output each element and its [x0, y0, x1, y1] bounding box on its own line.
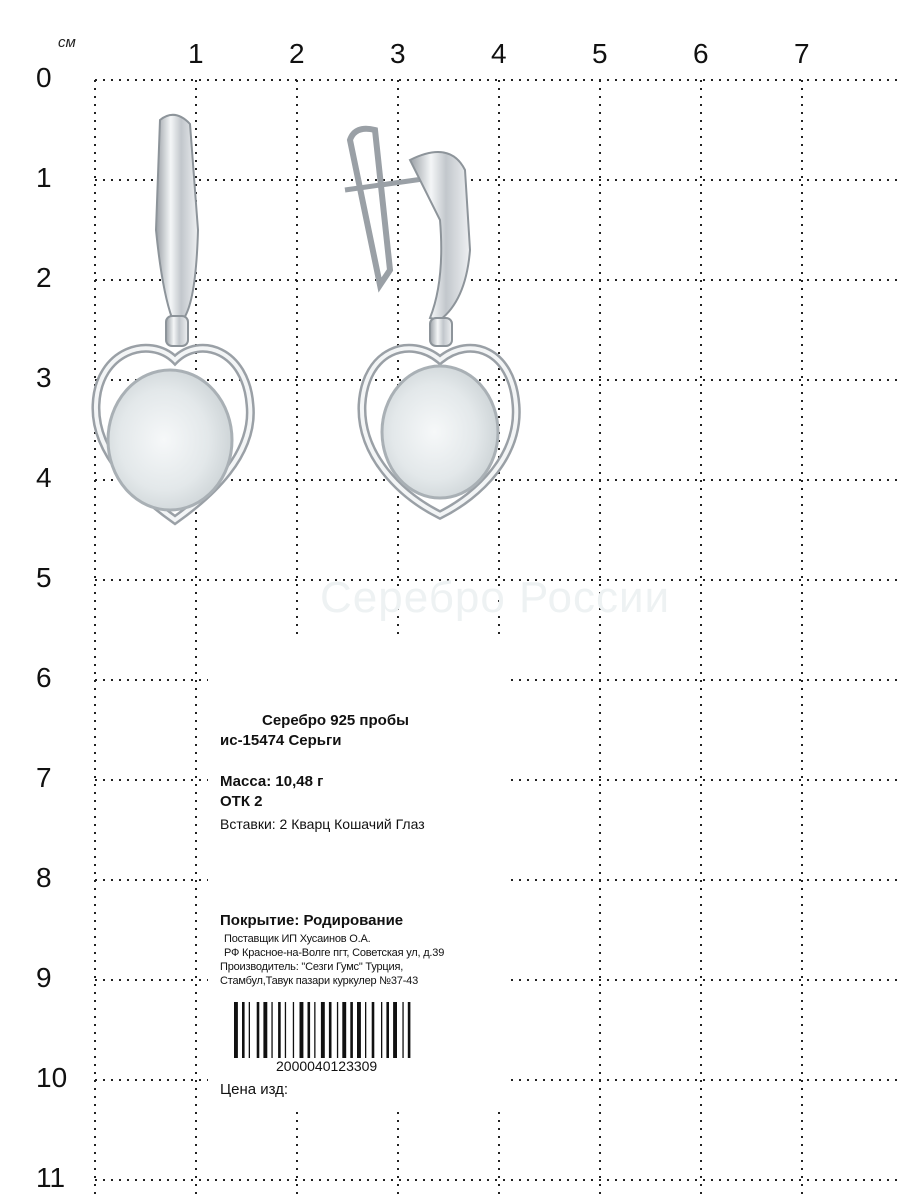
- barcode-bar: [342, 1002, 346, 1058]
- barcode-bar: [365, 1002, 366, 1058]
- x-tick-label: 4: [491, 38, 507, 69]
- left-bail: [166, 316, 188, 346]
- y-tick-label: 7: [36, 762, 52, 793]
- barcode-bar: [300, 1002, 304, 1058]
- y-tick-label: 6: [36, 662, 52, 693]
- tag-price: Цена изд:: [220, 1081, 289, 1098]
- barcode-bar: [242, 1002, 245, 1058]
- tag-inserts: Вставки: 2 Кварц Кошачий Глаз: [220, 816, 425, 832]
- barcode-bar: [314, 1002, 315, 1058]
- tag-manufacturer: Производитель: "Сезги Гумс" Турция,: [220, 961, 404, 973]
- right-lever: [410, 152, 470, 320]
- right-hook: [350, 129, 390, 285]
- barcode-bar: [350, 1002, 353, 1058]
- x-tick-label: 3: [390, 38, 406, 69]
- left-earring: [96, 115, 250, 520]
- barcode-bar: [308, 1002, 311, 1058]
- y-tick-label: 2: [36, 262, 52, 293]
- watermark-text: Серебро России: [320, 573, 671, 622]
- y-tick-label: 3: [36, 362, 52, 393]
- x-tick-label: 1: [188, 38, 204, 69]
- barcode-bar: [234, 1002, 238, 1058]
- tag-manufacturer-address: Стамбул,Тавук пазари куркулер №37-43: [220, 975, 419, 987]
- price-tag: [208, 640, 508, 1110]
- tag-supplier: Поставщик ИП Хусаинов О.А.: [224, 933, 371, 945]
- barcode-bar: [321, 1002, 325, 1058]
- barcode-bar: [393, 1002, 397, 1058]
- barcode-bar: [263, 1002, 267, 1058]
- barcode-bar: [408, 1002, 411, 1058]
- barcode-bar: [278, 1002, 281, 1058]
- barcode-bar: [357, 1002, 361, 1058]
- y-tick-label: 9: [36, 962, 52, 993]
- barcode-bar: [271, 1002, 272, 1058]
- tag-otk: ОТК 2: [220, 793, 263, 810]
- barcode-bar: [285, 1002, 286, 1058]
- y-tick-label: 1: [36, 162, 52, 193]
- tag-article: ис-15474 Серьги: [220, 732, 342, 749]
- barcode-bar: [372, 1002, 375, 1058]
- right-stone: [382, 366, 498, 498]
- x-tick-label: 7: [794, 38, 810, 69]
- y-tick-label: 10: [36, 1062, 68, 1093]
- barcode-bar: [257, 1002, 260, 1058]
- barcode-bar: [329, 1002, 332, 1058]
- y-tick-label: 5: [36, 562, 52, 593]
- barcode-number: 2000040123309: [276, 1058, 378, 1074]
- x-tick-label: 6: [693, 38, 709, 69]
- barcode-bar: [381, 1002, 382, 1058]
- right-earring: [345, 129, 516, 515]
- right-bail: [430, 318, 452, 346]
- barcode-image: [232, 1002, 458, 1058]
- y-tick-label: 4: [36, 462, 52, 493]
- barcode-bar: [249, 1002, 250, 1058]
- y-tick-label: 0: [36, 62, 52, 93]
- barcode-bar: [402, 1002, 403, 1058]
- y-tick-label: 11: [36, 1162, 66, 1193]
- x-tick-label: 2: [289, 38, 305, 69]
- barcode-bar: [293, 1002, 294, 1058]
- x-tick-label: 5: [592, 38, 608, 69]
- left-hook: [156, 115, 198, 318]
- barcode-bar: [386, 1002, 389, 1058]
- barcode-bar: [337, 1002, 338, 1058]
- left-stone: [108, 370, 232, 510]
- unit-label: см: [58, 34, 76, 51]
- tag-address: РФ Красное-на-Волге пгт, Советская ул, д.39: [224, 947, 445, 959]
- tag-title: Серебро 925 пробы: [262, 712, 409, 729]
- tag-coating: Покрытие: Родирование: [220, 912, 404, 929]
- tag-mass: Масса: 10,48 г: [220, 773, 324, 790]
- y-tick-label: 8: [36, 862, 52, 893]
